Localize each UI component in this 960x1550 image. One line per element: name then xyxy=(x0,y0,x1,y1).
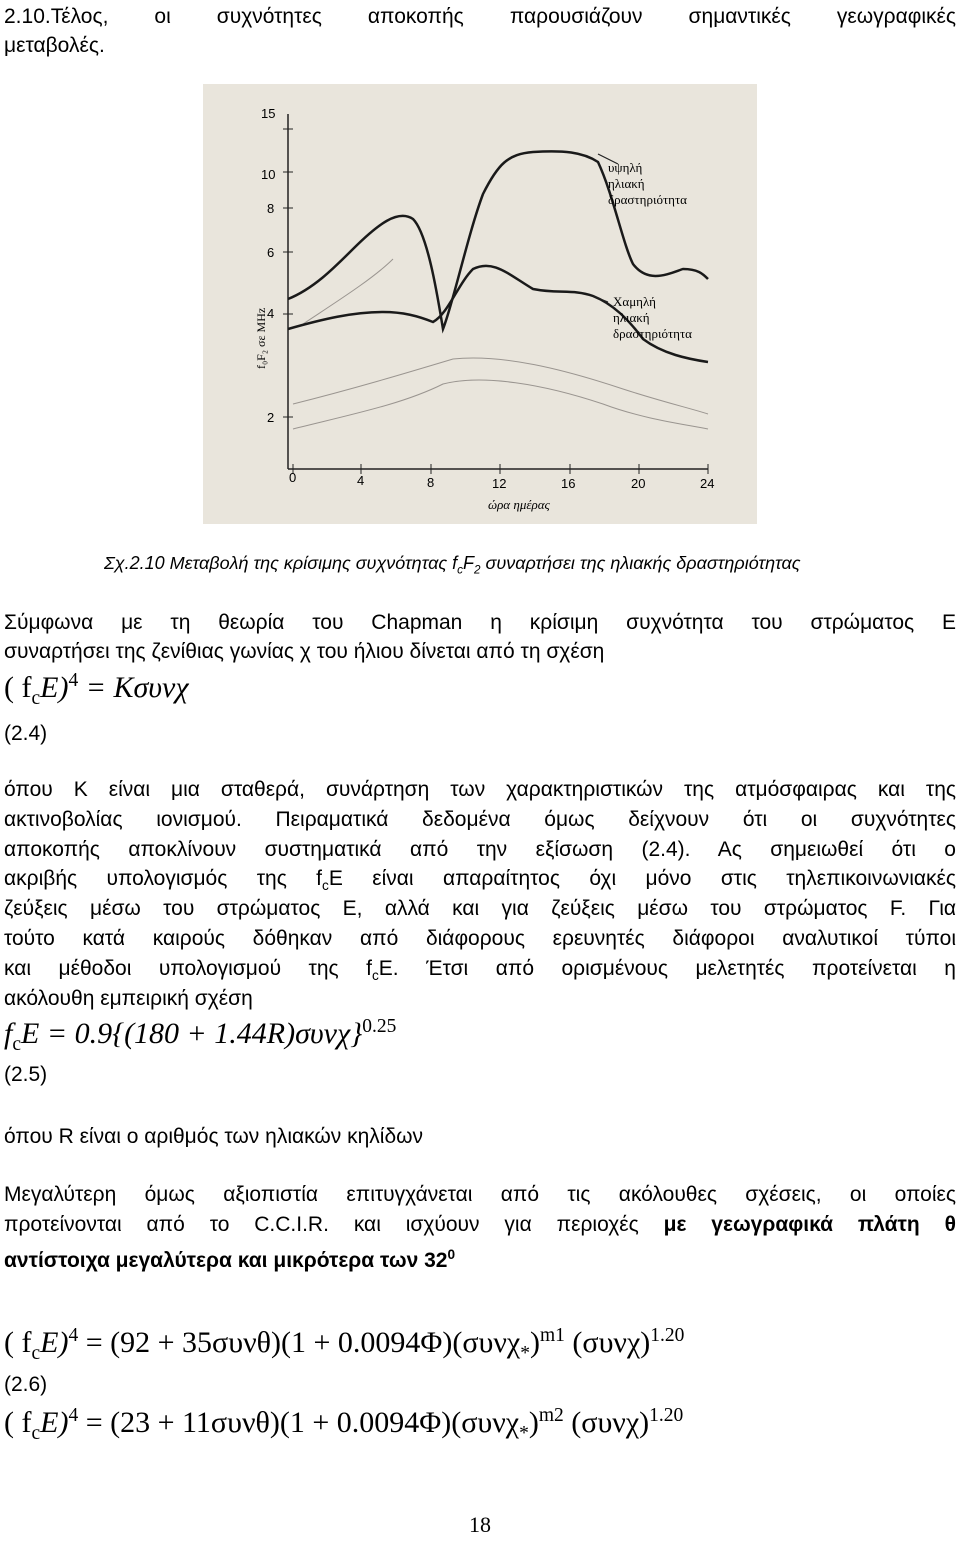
caption-subscript: c xyxy=(457,563,463,577)
high-label-line: ηλιακή xyxy=(608,176,645,191)
para3: όπου R είναι ο αριθμός των ηλιακών κηλίδων xyxy=(4,1125,424,1148)
low-label-pointer xyxy=(593,296,608,302)
x-axis-label: ώρα ημέρας xyxy=(488,497,550,512)
figure-caption xyxy=(104,553,801,577)
y-tick-label: 6 xyxy=(267,245,275,260)
para2-line-3: αποκοπής αποκλίνουν συστηματικά από την εξίσωση (2.4). Ας σημειωθεί ότι ο xyxy=(4,838,956,861)
high-label-line: δραστηριότητα xyxy=(608,192,687,207)
figure-scan xyxy=(203,84,757,524)
para4-line-1: Μεγαλύτερη όμως αξιοπιστία επιτυγχάνεται από τις ακόλουθες σχέσεις, οι οποίες xyxy=(4,1183,956,1206)
low-label-line: δραστηριότητα xyxy=(613,326,692,341)
para2-line-1: όπου K είναι μια σταθερά, συνάρτηση των χαρακτηριστικών της ατμόσφαιρας και της xyxy=(4,778,956,801)
y-axis-label: f₀F₂ σε MHz xyxy=(254,307,268,369)
faint-curve xyxy=(293,358,708,414)
intro-line-2: μεταβολές. xyxy=(4,34,105,57)
y-tick-label: 8 xyxy=(267,201,275,216)
x-tick-label: 20 xyxy=(631,476,646,491)
x-tick-label: 24 xyxy=(700,476,715,491)
equation-number-2-6: (2.6) xyxy=(4,1373,48,1396)
equation-number-2-5: (2.5) xyxy=(4,1063,48,1086)
para2-line-2: ακτινοβολίας ιονισμού. Πειραματικά δεδομένα όμως δείχνουν ότι οι συχνότητες xyxy=(4,808,956,831)
para2-line-7: και μέθοδοι υπολογισμού της $f_cE$. Έτσι από ορισμένους μελετητές προτείνεται η xyxy=(4,957,956,984)
x-tick-label: 12 xyxy=(492,476,507,491)
x-tick-label: 16 xyxy=(561,476,576,491)
caption-prefix: Σχ.2.10 Μεταβολή της κρίσιμης συχνότητας f xyxy=(104,553,458,573)
caption-mid: F xyxy=(462,553,474,573)
equation-2-4: ( $f_cE)^4 = K\sigma\upsilon\nu\chi$ xyxy=(4,670,189,709)
para1-line-2: συναρτήσει της ζενίθιας γωνίας χ του ήλιου δίνεται από τη σχέση xyxy=(4,640,605,663)
para4-line-2: προτείνονται από το C.C.I.R. και ισχύουν για περιοχές με γεωγραφικά πλάτη θ xyxy=(4,1213,956,1236)
critical-frequency-figure xyxy=(203,84,757,524)
para4-line-3: αντίστοιχα μεγαλύτερα και μικρότερα των $32^0$ xyxy=(4,1247,456,1272)
caption-subscript: 2 xyxy=(473,563,481,577)
y-tick-label: 10 xyxy=(261,167,276,182)
page-number: 18 xyxy=(469,1512,491,1537)
equation-2-6: ( $f_cE)^4 = (92 + 35\sigma\upsilon\nu\theta)(1 + 0.0094\Phi)(\sigma\upsilon\nu\chi_*)^{m1}$ $(\sigma\upsilon\nu\chi)^{1.20}$ xyxy=(4,1325,685,1364)
x-tick-label: 0 xyxy=(289,470,297,485)
equation-2-5: $f_cE = 0.9\{(180 + 1.44R)\sigma\upsilon\nu\chi\}^{0.25}$ xyxy=(4,1016,397,1055)
para2-line-4: ακριβής υπολογισμός της $f_cE$ είναι απαραίτητος όχι μόνο στις τηλεπικοινωνιακές xyxy=(4,867,957,894)
y-tick-label: 4 xyxy=(267,306,275,321)
para2-line-6: τούτο κατά καιρούς δόθηκαν από διάφορους ερευνητές διάφοροι αναλυτικοί τύποι xyxy=(4,927,956,950)
x-ticks xyxy=(289,464,714,491)
high-label-line: υψηλή xyxy=(608,160,643,175)
low-label-line: ηλιακή xyxy=(613,310,650,325)
para2-line-8: ακόλουθη εμπειρική σχέση xyxy=(4,987,253,1010)
x-tick-label: 4 xyxy=(357,473,365,488)
para2-line-5: ζεύξεις μέσω του στρώματος E, αλλά και για ζεύξεις μέσω του στρώματος F. Για xyxy=(4,897,956,920)
equation-2-7: ( $f_cE)^4 = (23 + 11\sigma\upsilon\nu\theta)(1 + 0.0094\Phi)(\sigma\upsilon\nu\chi_*)^{m2}$ $(\sigma\upsilon\nu\chi)^{1.20}$ xyxy=(4,1405,684,1444)
low-label-line: Χαμηλή xyxy=(613,294,656,309)
y-tick-label: 2 xyxy=(267,410,275,425)
intro-line-1: 2.10.Τέλος, οι συχνότητες αποκοπής παρουσιάζουν σημαντικές γεωγραφικές xyxy=(4,5,956,28)
para1-line-1: Σύμφωνα με τη θεωρία του Chapman η κρίσιμη συχνότητα του στρώματος E xyxy=(4,611,956,634)
x-tick-label: 8 xyxy=(427,475,435,490)
y-tick-label: 15 xyxy=(261,106,276,121)
caption-suffix: συναρτήσει της ηλιακής δραστηριότητας xyxy=(480,553,801,573)
equation-number-2-4: (2.4) xyxy=(4,722,48,745)
